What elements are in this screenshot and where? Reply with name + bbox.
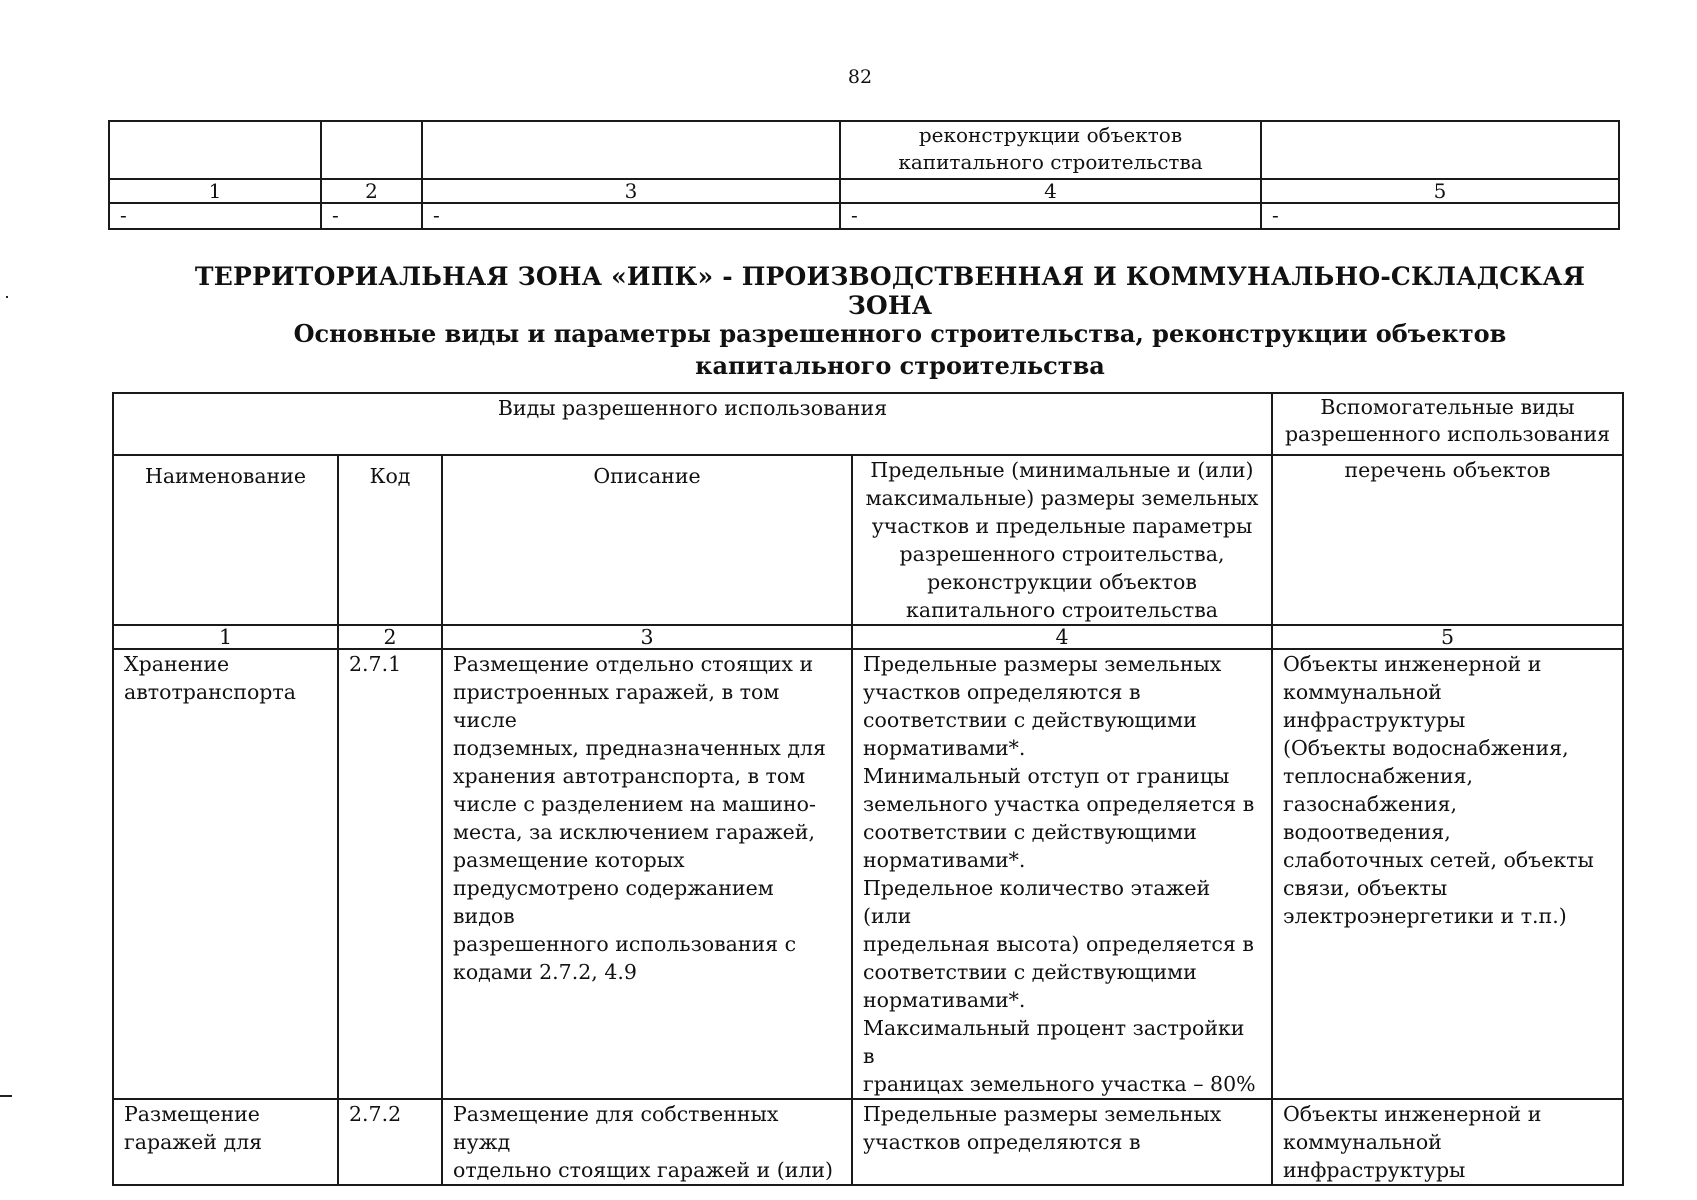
column-number: 1 — [109, 179, 321, 203]
dash-cell: - — [321, 203, 422, 229]
scan-dot — [6, 296, 8, 298]
header-description: Описание — [442, 455, 852, 625]
row-description: Размещение для собственных нужд отдельно стоящих гаражей и (или) — [442, 1099, 852, 1185]
dash-cell: - — [1261, 203, 1619, 229]
column-number: 1 — [113, 625, 338, 649]
top-header-cell-3 — [422, 121, 840, 179]
group-header-main: Виды разрешенного использования — [113, 393, 1272, 455]
zone-title: ТЕРРИТОРИАЛЬНАЯ ЗОНА «ИПК» - ПРОИЗВОДСТВЕННАЯ И КОММУНАЛЬНО-СКЛАДСКАЯ ЗОНА — [194, 262, 1586, 320]
permitted-use-table — [112, 392, 1624, 1186]
header-aux-list: перечень объектов — [1272, 455, 1623, 625]
table-row — [113, 649, 1623, 1099]
row-aux: Объекты инженерной и коммунальной инфраструктуры (Объекты водоснабжения, теплоснабжения, газоснабжения, водоотведения, слаботочных сетей, объекты связи, объекты электроэнергетики и т.п.) — [1272, 649, 1623, 1099]
column-number: 4 — [852, 625, 1272, 649]
group-header-aux: Вспомогательные виды разрешенного использования — [1272, 393, 1623, 455]
margin-mark — [0, 1095, 12, 1097]
section-title: Основные виды и параметры разрешенного строительства, реконструкции объектов капитального строительства — [293, 319, 1507, 380]
header-name: Наименование — [113, 455, 338, 625]
row-params: Предельные размеры земельных участков определяются в — [852, 1099, 1272, 1185]
column-number: 2 — [321, 179, 422, 203]
table-row — [113, 1099, 1623, 1185]
row-aux: Объекты инженерной и коммунальной инфраструктуры — [1272, 1099, 1623, 1185]
column-number: 3 — [442, 625, 852, 649]
column-number: 4 — [840, 179, 1261, 203]
column-number: 5 — [1272, 625, 1623, 649]
top-header-cell-1 — [109, 121, 321, 179]
row-params: Предельные размеры земельных участков определяются в соответствии с действующими нормативами*. Минимальный отступ от границы земельного участка определяется в соответствии с действующими нормативами*. Предельное количество этажей (или предельная высота) определяется в соответствии с действующими нормативами*. Максимальный процент застройки в границах земельного участка – 80% — [852, 649, 1272, 1099]
row-code: 2.7.2 — [338, 1099, 442, 1185]
main-number-row — [113, 625, 1623, 649]
column-number: 2 — [338, 625, 442, 649]
header-code: Код — [338, 455, 442, 625]
top-number-row — [109, 179, 1619, 203]
dash-cell: - — [109, 203, 321, 229]
dash-cell: - — [422, 203, 840, 229]
dash-cell: - — [840, 203, 1261, 229]
row-description: Размещение отдельно стоящих и пристроенных гаражей, в том числе подземных, предназначенных для хранения автотранспорта, в том числе с разделением на машино- места, за исключением гаражей, размещение которых предусмотрено содержанием видов разрешенного использования с кодами 2.7.2, 4.9 — [442, 649, 852, 1099]
continued-table — [108, 120, 1620, 230]
row-code: 2.7.1 — [338, 649, 442, 1099]
top-header-cell-2 — [321, 121, 422, 179]
column-number: 5 — [1261, 179, 1619, 203]
column-number: 3 — [422, 179, 840, 203]
top-header-cell-5 — [1261, 121, 1619, 179]
row-name: Размещение гаражей для — [113, 1099, 338, 1185]
page-number: 82 — [847, 66, 873, 88]
top-dash-row — [109, 203, 1619, 229]
row-name: Хранение автотранспорта — [113, 649, 338, 1099]
header-params: Предельные (минимальные и (или) максимальные) размеры земельных участков и предельные параметры разрешенного строительства, реконструкции объектов капитального строительства — [852, 455, 1272, 625]
top-header-cell-4: реконструкции объектов капитального строительства — [840, 121, 1261, 179]
